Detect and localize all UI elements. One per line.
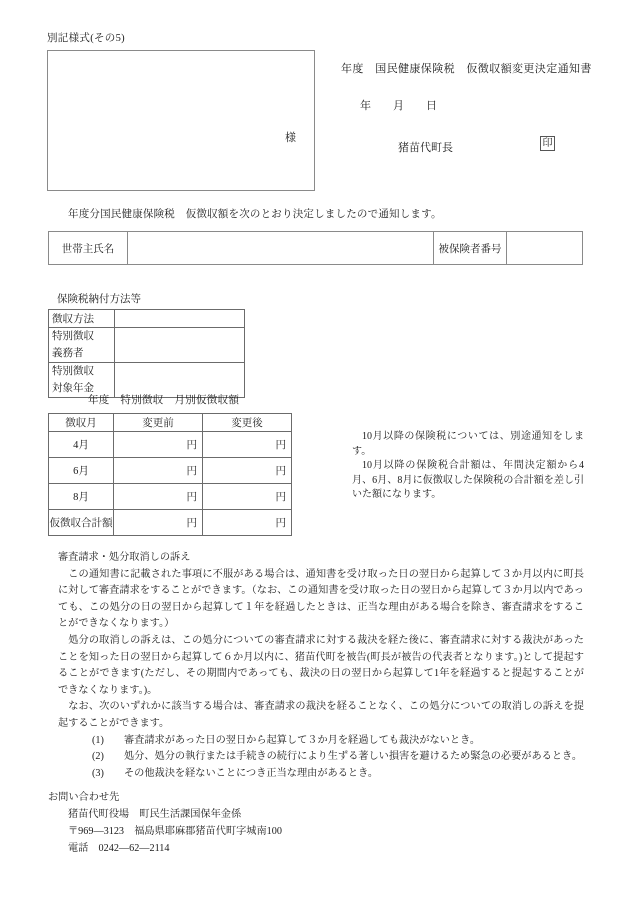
- payment-method-heading: 保険税納付方法等: [57, 294, 141, 305]
- side-note-line-2: 10月以降の保険税合計額は、年間決定額から4月、6月、8月に仮徴収した保険税の合計額を差し引いた額になります。: [352, 460, 584, 500]
- seal-stamp-icon: 印: [540, 136, 555, 151]
- currency-unit: 円: [275, 492, 286, 503]
- table-row: [49, 432, 292, 458]
- currency-unit: 円: [186, 518, 197, 529]
- addressee-suffix-label: 様: [285, 132, 296, 144]
- august-before-amount[interactable]: [114, 484, 203, 510]
- currency-unit: 円: [275, 440, 286, 451]
- appeal-section: [58, 550, 584, 782]
- document-date-line: 年 月 日: [360, 100, 437, 112]
- appeal-heading: 審査請求・処分取消しの訴え: [58, 552, 191, 563]
- total-after-amount[interactable]: [203, 510, 292, 536]
- appeal-item-1-number: (1): [92, 734, 104, 746]
- special-collector-label-line2: 義務者: [52, 348, 84, 359]
- target-pension-label-line1: 特別徴収: [52, 366, 94, 377]
- appeal-item-2-text: 処分、処分の執行または手続きの続行により生ずる著しい損害を避けるため緊急の必要があるとき。: [124, 751, 583, 763]
- column-header-month: 徴収月: [49, 414, 114, 432]
- appeal-item-list: [58, 733, 584, 783]
- appeal-item-3-number: (3): [92, 767, 104, 779]
- householder-name-value[interactable]: [128, 232, 434, 265]
- appeal-item-1-text: 審査請求があった日の翌日から起算して３か月を経過しても裁決がないとき。: [124, 734, 481, 746]
- row-label-june: 6月: [49, 458, 114, 484]
- table-row: [49, 310, 245, 328]
- appeal-paragraph-1: この通知書に記載された事項に不服がある場合は、通知書を受け取った日の翌日から起算して３か月以内に町長に対して審査請求をすることができます。（なお、この通知書を受け取った日の翌日から起算して３か月以内であっても、この処分の日の翌日から起算して１年を経過したときは、正当な理由がある場合を除き、審査請求をすることができなくなります。）: [58, 568, 584, 630]
- contact-address: 〒969―3123 福島県耶麻郡猪苗代町字城南100: [68, 826, 282, 837]
- issuer-row: [398, 139, 570, 157]
- april-before-amount[interactable]: [114, 432, 203, 458]
- row-label-april: 4月: [49, 432, 114, 458]
- collection-method-value[interactable]: [115, 310, 245, 328]
- contact-phone: 電話 0242―62―2114: [68, 843, 170, 854]
- list-item: [92, 733, 584, 750]
- special-collector-label-line1: 特別徴収: [52, 331, 94, 342]
- currency-unit: 円: [186, 492, 197, 503]
- insured-number-value[interactable]: [507, 232, 583, 265]
- monthly-amount-table: [48, 413, 292, 536]
- table-row: [49, 458, 292, 484]
- currency-unit: 円: [275, 518, 286, 529]
- special-collector-label: [49, 328, 115, 363]
- list-item: [92, 749, 584, 766]
- list-item: [92, 766, 584, 783]
- appeal-paragraph-3: なお、次のいずれかに該当する場合は、審査請求の裁決を経ることなく、この処分についての取消しの訴えを提起することができます。: [58, 701, 584, 729]
- april-after-amount[interactable]: [203, 432, 292, 458]
- issuer-name: 猪苗代町長: [398, 142, 453, 154]
- document-title: 年度 国民健康保険税 仮徴収額変更決定通知書: [341, 63, 592, 75]
- table-row: [49, 484, 292, 510]
- addressee-box[interactable]: [47, 50, 315, 191]
- insured-number-label: 被保険者番号: [434, 232, 507, 265]
- june-before-amount[interactable]: [114, 458, 203, 484]
- householder-name-label: 世帯主氏名: [49, 232, 128, 265]
- table-row: [49, 328, 245, 363]
- table-row: [49, 232, 583, 265]
- row-label-august: 8月: [49, 484, 114, 510]
- contact-section: [48, 789, 282, 857]
- column-header-before: 変更前: [114, 414, 203, 432]
- table-row: [49, 510, 292, 536]
- household-table: [48, 231, 583, 265]
- currency-unit: 円: [186, 466, 197, 477]
- total-before-amount[interactable]: [114, 510, 203, 536]
- currency-unit: 円: [186, 440, 197, 451]
- currency-unit: 円: [275, 466, 286, 477]
- table-header-row: [49, 414, 292, 432]
- form-id-label: 別記様式(その5): [47, 33, 125, 44]
- monthly-table-heading: 年度 特別徴収 月別仮徴収額: [88, 395, 240, 406]
- contact-heading: お問い合わせ先: [48, 792, 120, 803]
- column-header-after: 変更後: [203, 414, 292, 432]
- appeal-item-3-text: その他裁決を経ないことにつき正当な理由があるとき。: [124, 767, 379, 779]
- special-collector-value[interactable]: [115, 328, 245, 363]
- payment-method-table: [48, 309, 245, 398]
- appeal-item-2-number: (2): [92, 751, 104, 763]
- target-pension-label-line2: 対象年金: [52, 383, 94, 394]
- notice-statement: 年度分国民健康保険税 仮徴収額を次のとおり決定しましたので通知します。: [68, 209, 442, 220]
- contact-office: 猪苗代町役場 町民生活課国保年金係: [68, 809, 242, 820]
- june-after-amount[interactable]: [203, 458, 292, 484]
- august-after-amount[interactable]: [203, 484, 292, 510]
- side-note-line-1: 10月以降の保険税については、別途通知をします。: [352, 431, 584, 457]
- collection-method-label: 徴収方法: [49, 310, 115, 328]
- appeal-paragraph-2: 処分の取消しの訴えは、この処分についての審査請求に対する裁決を経た後に、審査請求に対する裁決があったことを知った日の翌日から起算して６か月以内に、猪苗代町を被告(町長が被告の代表者となります。)として提起することができます(ただし、その期間内であっても、裁決の日の翌日から起算して1年を経過すると提起することができなくなります。)。: [58, 634, 584, 696]
- side-note: [352, 430, 584, 503]
- row-label-total: 仮徴収合計額: [49, 510, 114, 536]
